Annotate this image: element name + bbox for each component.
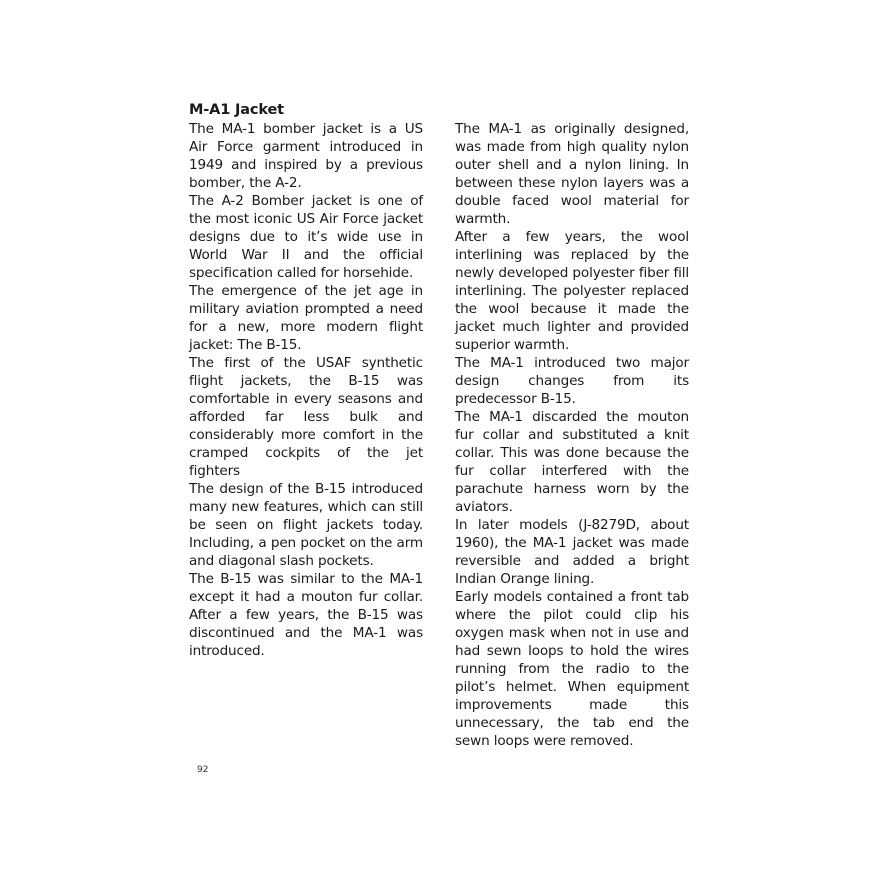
right-column: [455, 120, 689, 750]
paragraph: The MA-1 bomber jacket is a US Air Force garment introduced in 1949 and inspired by a previous bomber, the A-2.: [189, 121, 423, 191]
left-column: [189, 101, 423, 660]
paragraph: After a few years, the wool interlining was replaced by the newly developed polyester fiber fill interlining. The polyester replaced the wool because it made the jacket much lighter and provided superior warmth.: [455, 229, 689, 353]
paragraph: The A-2 Bomber jacket is one of the most iconic US Air Force jacket designs due to it’s wide use in World War II and the official specification called for horsehide.: [189, 193, 423, 281]
paragraph: The B-15 was similar to the MA-1 except it had a mouton fur collar. After a few years, the B-15 was discontinued and the MA-1 was introduced.: [189, 571, 423, 659]
paragraph: The MA-1 discarded the mouton fur collar and substituted a knit collar. This was done because the fur collar interfered with the parachute harness worn by the aviators.: [455, 409, 689, 515]
paragraph: The MA-1 introduced two major design changes from its predecessor B-15.: [455, 355, 689, 407]
page-number: 92: [197, 765, 209, 775]
paragraph: The design of the B-15 introduced many new features, which can still be seen on flight jackets today. Including, a pen pocket on the arm and diagonal slash pockets.: [189, 481, 423, 569]
page-title: M-A1 Jacket: [189, 102, 284, 118]
paragraph: Early models contained a front tab where the pilot could clip his oxygen mask when not in use and had sewn loops to hold the wires running from the radio to the pilot’s helmet. When equipment improvements made this unnecessary, the tab end the sewn loops were removed.: [455, 589, 689, 749]
paragraph: The first of the USAF synthetic flight jackets, the B-15 was comfortable in every seasons and afforded far less bulk and considerably more comfort in the cramped cockpits of the jet fighters: [189, 355, 423, 479]
paragraph: The MA-1 as originally designed, was made from high quality nylon outer shell and a nylon lining. In between these nylon layers was a double faced wool material for warmth.: [455, 121, 689, 227]
paragraph: The emergence of the jet age in military aviation prompted a need for a new, more modern flight jacket: The B-15.: [189, 283, 423, 353]
paragraph: In later models (J-8279D, about 1960), the MA-1 jacket was made reversible and added a bright Indian Orange lining.: [455, 517, 689, 587]
